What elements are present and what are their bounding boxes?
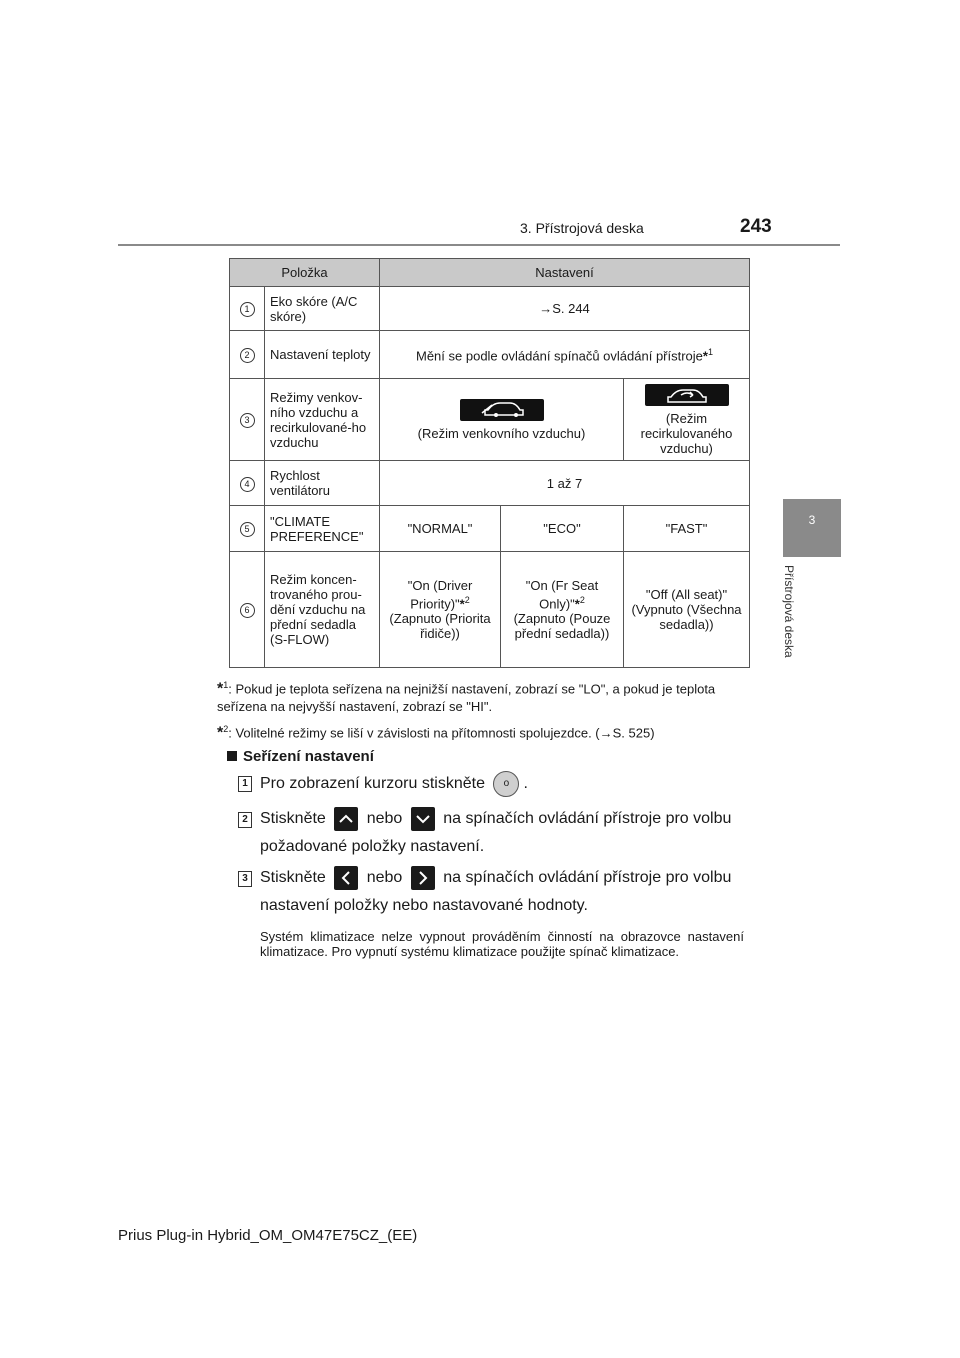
row-number-badge: 6	[240, 603, 255, 618]
option-fr-seat-only: "On (Fr Seat Only)"*$^2$ (Zapnuto (Pouze přední sedadla))	[501, 552, 624, 668]
option-normal: "NORMAL"	[380, 506, 501, 552]
bullet-square-icon	[227, 751, 237, 761]
table-row	[230, 461, 750, 506]
column-header-item: Položka	[230, 259, 380, 287]
row-item: "CLIMATE PREFERENCE"	[265, 506, 380, 552]
step-number: 2	[238, 812, 252, 828]
settings-table	[229, 258, 750, 668]
row-value: Mění se podle ovládání spínačů ovládání přístroje*$^1$	[380, 331, 750, 379]
info-paragraph: Systém klimatizace nelze vypnout prováděním činností na obrazovce nastavení klimatizace. Pro vypnutí systému klimatizace použijte spínač klimatizace.	[260, 929, 744, 959]
outside-air-option: (Režim venkovního vzduchu)	[380, 379, 624, 461]
section-heading: Seřízení nastavení	[227, 748, 374, 765]
row-number-badge: 1	[240, 302, 255, 317]
row-value: 1 až 7	[380, 461, 750, 506]
header-divider	[118, 244, 840, 246]
step-number: 1	[238, 776, 252, 792]
option-eco: "ECO"	[501, 506, 624, 552]
column-header-setting: Nastavení	[380, 259, 750, 287]
section-title: 3. Přístrojová deska	[520, 220, 644, 236]
down-arrow-icon	[411, 807, 435, 831]
row-item: Režim koncen-trovaného prou-dění vzduchu na přední sedadla (S-FLOW)	[265, 552, 380, 668]
chapter-tab-number: 3	[808, 513, 816, 527]
chapter-tab	[783, 499, 841, 557]
knob-button-icon: o	[493, 771, 519, 797]
table-row	[230, 287, 750, 331]
table-row	[230, 379, 750, 461]
row-number-badge: 2	[240, 348, 255, 363]
footnote-2: *$^2$: Volitelné režimy se liší v závislosti na přítomnosti spolujezdce. (→S. 525)	[217, 724, 655, 742]
outside-air-icon	[460, 399, 544, 421]
row-item: Rychlost ventilátoru	[265, 461, 380, 506]
step-1-text: Pro zobrazení kurzoru stiskněte o .	[260, 770, 750, 798]
recirculated-air-option: (Režim recirkulovaného vzduchu)	[624, 379, 750, 461]
page-number: 243	[740, 216, 772, 237]
row-item: Eko skóre (A/C skóre)	[265, 287, 380, 331]
footer-doc-id: Prius Plug-in Hybrid_OM_OM47E75CZ_(EE)	[118, 1227, 418, 1244]
row-item: Režimy venkov-ního vzduchu a recirkulované-ho vzduchu	[265, 379, 380, 461]
table-row	[230, 552, 750, 668]
row-value: →S. 244	[380, 287, 750, 331]
table-header-row	[230, 259, 750, 287]
option-fast: "FAST"	[624, 506, 750, 552]
row-number-badge: 5	[240, 522, 255, 537]
step-2-text: Stiskněte nebo na spínačích ovládání přístroje pro volbu požadované položky nastavení.	[260, 805, 750, 861]
option-driver-priority: "On (Driver Priority)"*$^2$ (Zapnuto (Priorita řidiče))	[380, 552, 501, 668]
table-row	[230, 506, 750, 552]
row-number-badge: 4	[240, 477, 255, 492]
right-arrow-icon	[411, 866, 435, 890]
row-item: Nastavení teploty	[265, 331, 380, 379]
chapter-tab-label: Přístrojová deska	[782, 565, 796, 658]
step-number: 3	[238, 871, 252, 887]
footnote-1: *$^1$: Pokud je teplota seřízena na nejnižší nastavení, zobrazí se "LO", a pokud je teplota seřízena na nejvyšší nastavení, zobrazí se "HI".	[217, 680, 716, 715]
up-arrow-icon	[334, 807, 358, 831]
row-number-badge: 3	[240, 413, 255, 428]
option-off-all-seat: "Off (All seat)" (Vypnuto (Všechna sedadla))	[624, 552, 750, 668]
recirculated-air-icon	[645, 384, 729, 406]
step-3-text: Stiskněte nebo na spínačích ovládání přístroje pro volbu nastavení položky nebo nastavované hodnoty.	[260, 864, 750, 920]
table-row	[230, 331, 750, 379]
left-arrow-icon	[334, 866, 358, 890]
